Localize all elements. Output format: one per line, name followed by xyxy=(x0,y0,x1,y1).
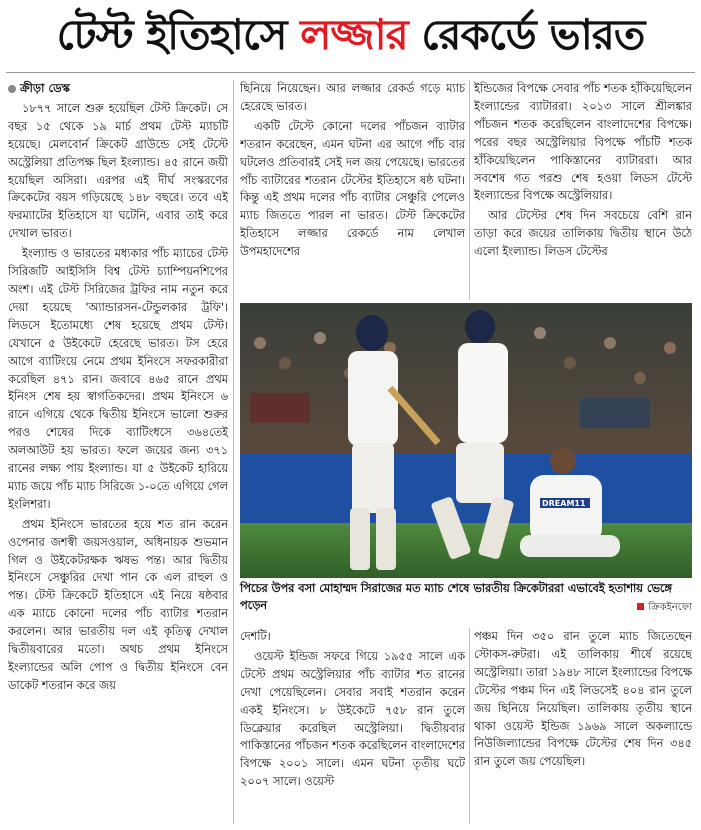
column-divider xyxy=(469,628,470,824)
headline-rule xyxy=(6,72,695,73)
article-column-3 xyxy=(474,80,692,300)
paragraph: ওয়েস্ট ইন্ডিজ সফরে গিয়ে ১৯৫৫ সালে এক টেস্টে প্রথম অস্ট্রেলিয়ার পাঁচ ব্যাটার শত রানের দেখা পেয়েছিলেন। সেবার সবাই শতরান করেন একই ইনিংসে। ৮ উইকেটে ৭৫৮ রান তুলে ডিক্লেয়ার করেছিল অস্ট্রেলিয়া। দ্বিতীয়বার পাকিস্তানের পাঁচজন শতক করেছিলেন বাংলাদেশের বিপক্ষে ২০০১ সালে। এমন ঘটনা তৃতীয় ঘটে ২০০৭ সালে। ওয়েস্ট xyxy=(240,649,465,789)
headline-highlight: লজ্জার xyxy=(300,10,408,59)
credit-text: ক্রিকইনফো xyxy=(648,602,692,613)
article-column-5 xyxy=(474,628,692,824)
photo-credit xyxy=(637,600,692,617)
credit-marker-icon xyxy=(637,603,644,610)
byline-text: ক্রীড়া ডেস্ক xyxy=(20,81,70,95)
headline-part-1: টেস্ট ইতিহাসে xyxy=(56,10,301,59)
paragraph: প্রথম ইনিংসে ভারতের হয়ে শত রান করেন ওপেনার জশস্বী জয়সওয়াল, অধিনায়ক শুভমান গিল ও উইকেটরক্ষক ঋষভ পন্ত। আর দ্বিতীয় ইনিংসে সেঞ্চুরির দেখা পান কে এল রাহুল ও পন্ত। টেস্ট ক্রিকেটে ইতিহাসে এই নিয়ে ষষ্ঠবার এক ম্যাচে কোনো দলের পাঁচ ব্যাটার শতরান করলেন। আর ভারতীয় দল এই কৃতিত্ব দেখাল দ্বিতীয়বারের মতো। অথচ প্রথম ইনিংসে ইংল্যান্ডের অলি পোপ ও দ্বিতীয় ইনিংসে বেন ডাকেট শতরান করে জয় xyxy=(8,517,228,692)
match-photo xyxy=(240,303,692,578)
paragraph: একটি টেস্টে কোনো দলের পাঁচজন ব্যাটার শতরান করেছেন, এমন ঘটনা এর আগে পাঁচ বার ঘটলেও প্রতিবারই সেই দল জয় পেয়েছে। ভারতের পাঁচ ব্যাটারের শতরান টেস্টের ইতিহাসে ষষ্ঠ ঘটনা। কিন্তু এই প্রথম দলের পাঁচ ব্যাটার সেঞ্চুরি পেলেও ম্যাচ জিততে পারল না ভারত। টেস্ট ক্রিকেটের ইতিহাসে লজ্জার রেকর্ডে নাম লেখাল উপমহাদেশের xyxy=(240,119,465,259)
article-column-1 xyxy=(8,80,228,824)
paragraph: ইন্ডিজের বিপক্ষে সেবার পাঁচ শতক হাঁকিয়েছিলেন ইংল্যান্ডের ব্যাটাররা। ২০১৩ সালে শ্রীলঙ্কার পাঁচজন শতক করেছিলেন বাংলাদেশের বিপক্ষে। পরের বছর অস্ট্রেলিয়ার বিপক্ষে পাঁচটি শতক হাঁকিয়েছিলেন পাকিস্তানের ব্যাটাররা। আর সবশেষ গত পরশু শেষ হওয়া লিডস টেস্টে ইংল্যান্ডের বিপক্ষে অস্ট্রেলিয়ার। xyxy=(474,82,692,203)
bullet-icon xyxy=(8,85,16,93)
headline xyxy=(0,4,701,66)
byline xyxy=(8,80,228,98)
paragraph: আর টেস্টের শেষ দিন সবচেয়ে বেশি রান তাড়া করে জয়ের তালিকায় দ্বিতীয় স্থানে উঠে এলো ইংল্যান্ড। লিডস টেস্টের xyxy=(474,209,692,259)
paragraph: পঞ্চম দিন ৩৫০ রান তুলে ম্যাচ জিতেছেন স্টোকস-রুটরা। এই তালিকায় শীর্ষে রয়েছে অস্ট্রেলিয়া। তারা ১৯৪৮ সালে ইংল্যান্ডের বিপক্ষে টেস্টের পঞ্চম দিন এই লিডসেই ৪০৪ রান তুলে জয় ছিনিয়ে নিয়েছিল। তালিকায় তৃতীয় স্থানে থাকা ওয়েস্ট ইন্ডিজ ১৯৬৯ সালে অকল্যান্ডে নিউজিল্যান্ডের বিপক্ষে টেস্টের শেষ দিন ৩৪৫ রান তুলে জয় পেয়েছিল। xyxy=(474,630,692,769)
jersey-text: DREAM11 xyxy=(542,499,586,508)
column-divider xyxy=(233,80,234,824)
article-column-2 xyxy=(240,80,465,300)
column-divider xyxy=(469,80,470,300)
paragraph: দেশটি। xyxy=(240,630,271,643)
photo-caption: পিচের উপর বসা মোহাম্মদ সিরাজের মত ম্যাচ শেষে ভারতীয় ক্রিকেটাররা এভাবেই হতাশায় ভেঙ্গে পড়েন xyxy=(240,582,672,612)
paragraph: ১৮৭৭ সালে শুরু হয়েছিল টেস্ট ক্রিকেট। সে বছর ১৫ থেকে ১৯ মার্চ প্রথম টেস্ট ম্যাচটি হয়েছে। মেলবোর্ন ক্রিকেট গ্রাউন্ডে সেই টেস্টে অস্ট্রেলিয়া প্রতিপক্ষ ছিল ইংল্যান্ড। ৪৫ রানে জয়ী হয়েছিল অসিরা। এরপর এই দীর্ঘ সংস্করণের ক্রিকেটের বয়স গড়িয়েছে ১৪৮ বছরে। তবে এই ফরম্যাটের ইতিহাসে যা ঘটেনি, এবার তাই করে দেখাল ভারত। xyxy=(8,101,228,241)
headline-part-3: রেকর্ডে ভারত xyxy=(407,10,645,59)
paragraph: ছিনিয়ে নিয়েছেন। আর লজ্জার রেকর্ড গড়ে ম্যাচ হেরেছে ভারত। xyxy=(240,82,465,113)
paragraph: ইংল্যান্ড ও ভারতের মধ্যকার পাঁচ ম্যাচের টেস্ট সিরিজটি আইসিসি বিশ্ব টেস্ট চ্যাম্পিয়নশিপের অংশ। এই টেস্ট সিরিজের ট্রফির নাম নতুন করে দেয়া হয়েছে 'অ্যান্ডারসন-টেন্ডুলকার ট্রফি'। লিডসে ইতোমধ্যে শেষ হয়েছে প্রথম টেস্ট। যেখানে ৫ উইকেটে হেরেছে ভারত। টস হেরে আগে ব্যাটিংয়ে নেমে প্রথম ইনিংসে সফরকারীরা করেছিল ৪৭১ রান। জবাবে ৪৬৫ রানে প্রথম ইনিংস শেষ হয় স্বাগতিকদের। প্রথম ইনিংসে ৬ রানে এগিয়ে থেকে দ্বিতীয় ইনিংসে ভালো শুরুর পরও শেষের দিকে ব্যাটিংধসে ৩৬৪তেই অলআউট হয় ভারত। ফলে জয়ের জন্য ৩৭১ রানের লক্ষ্য পায় ইংল্যান্ড। যা ৫ উইকেট হারিয়ে ম্যাচ জয়ে পাঁচ ম্যাচ সিরিজে ১-০তে এগিয়ে গেল ইংলিশরা। xyxy=(8,247,228,511)
article-column-4 xyxy=(240,628,465,824)
cricket-photo-illustration xyxy=(240,303,692,578)
